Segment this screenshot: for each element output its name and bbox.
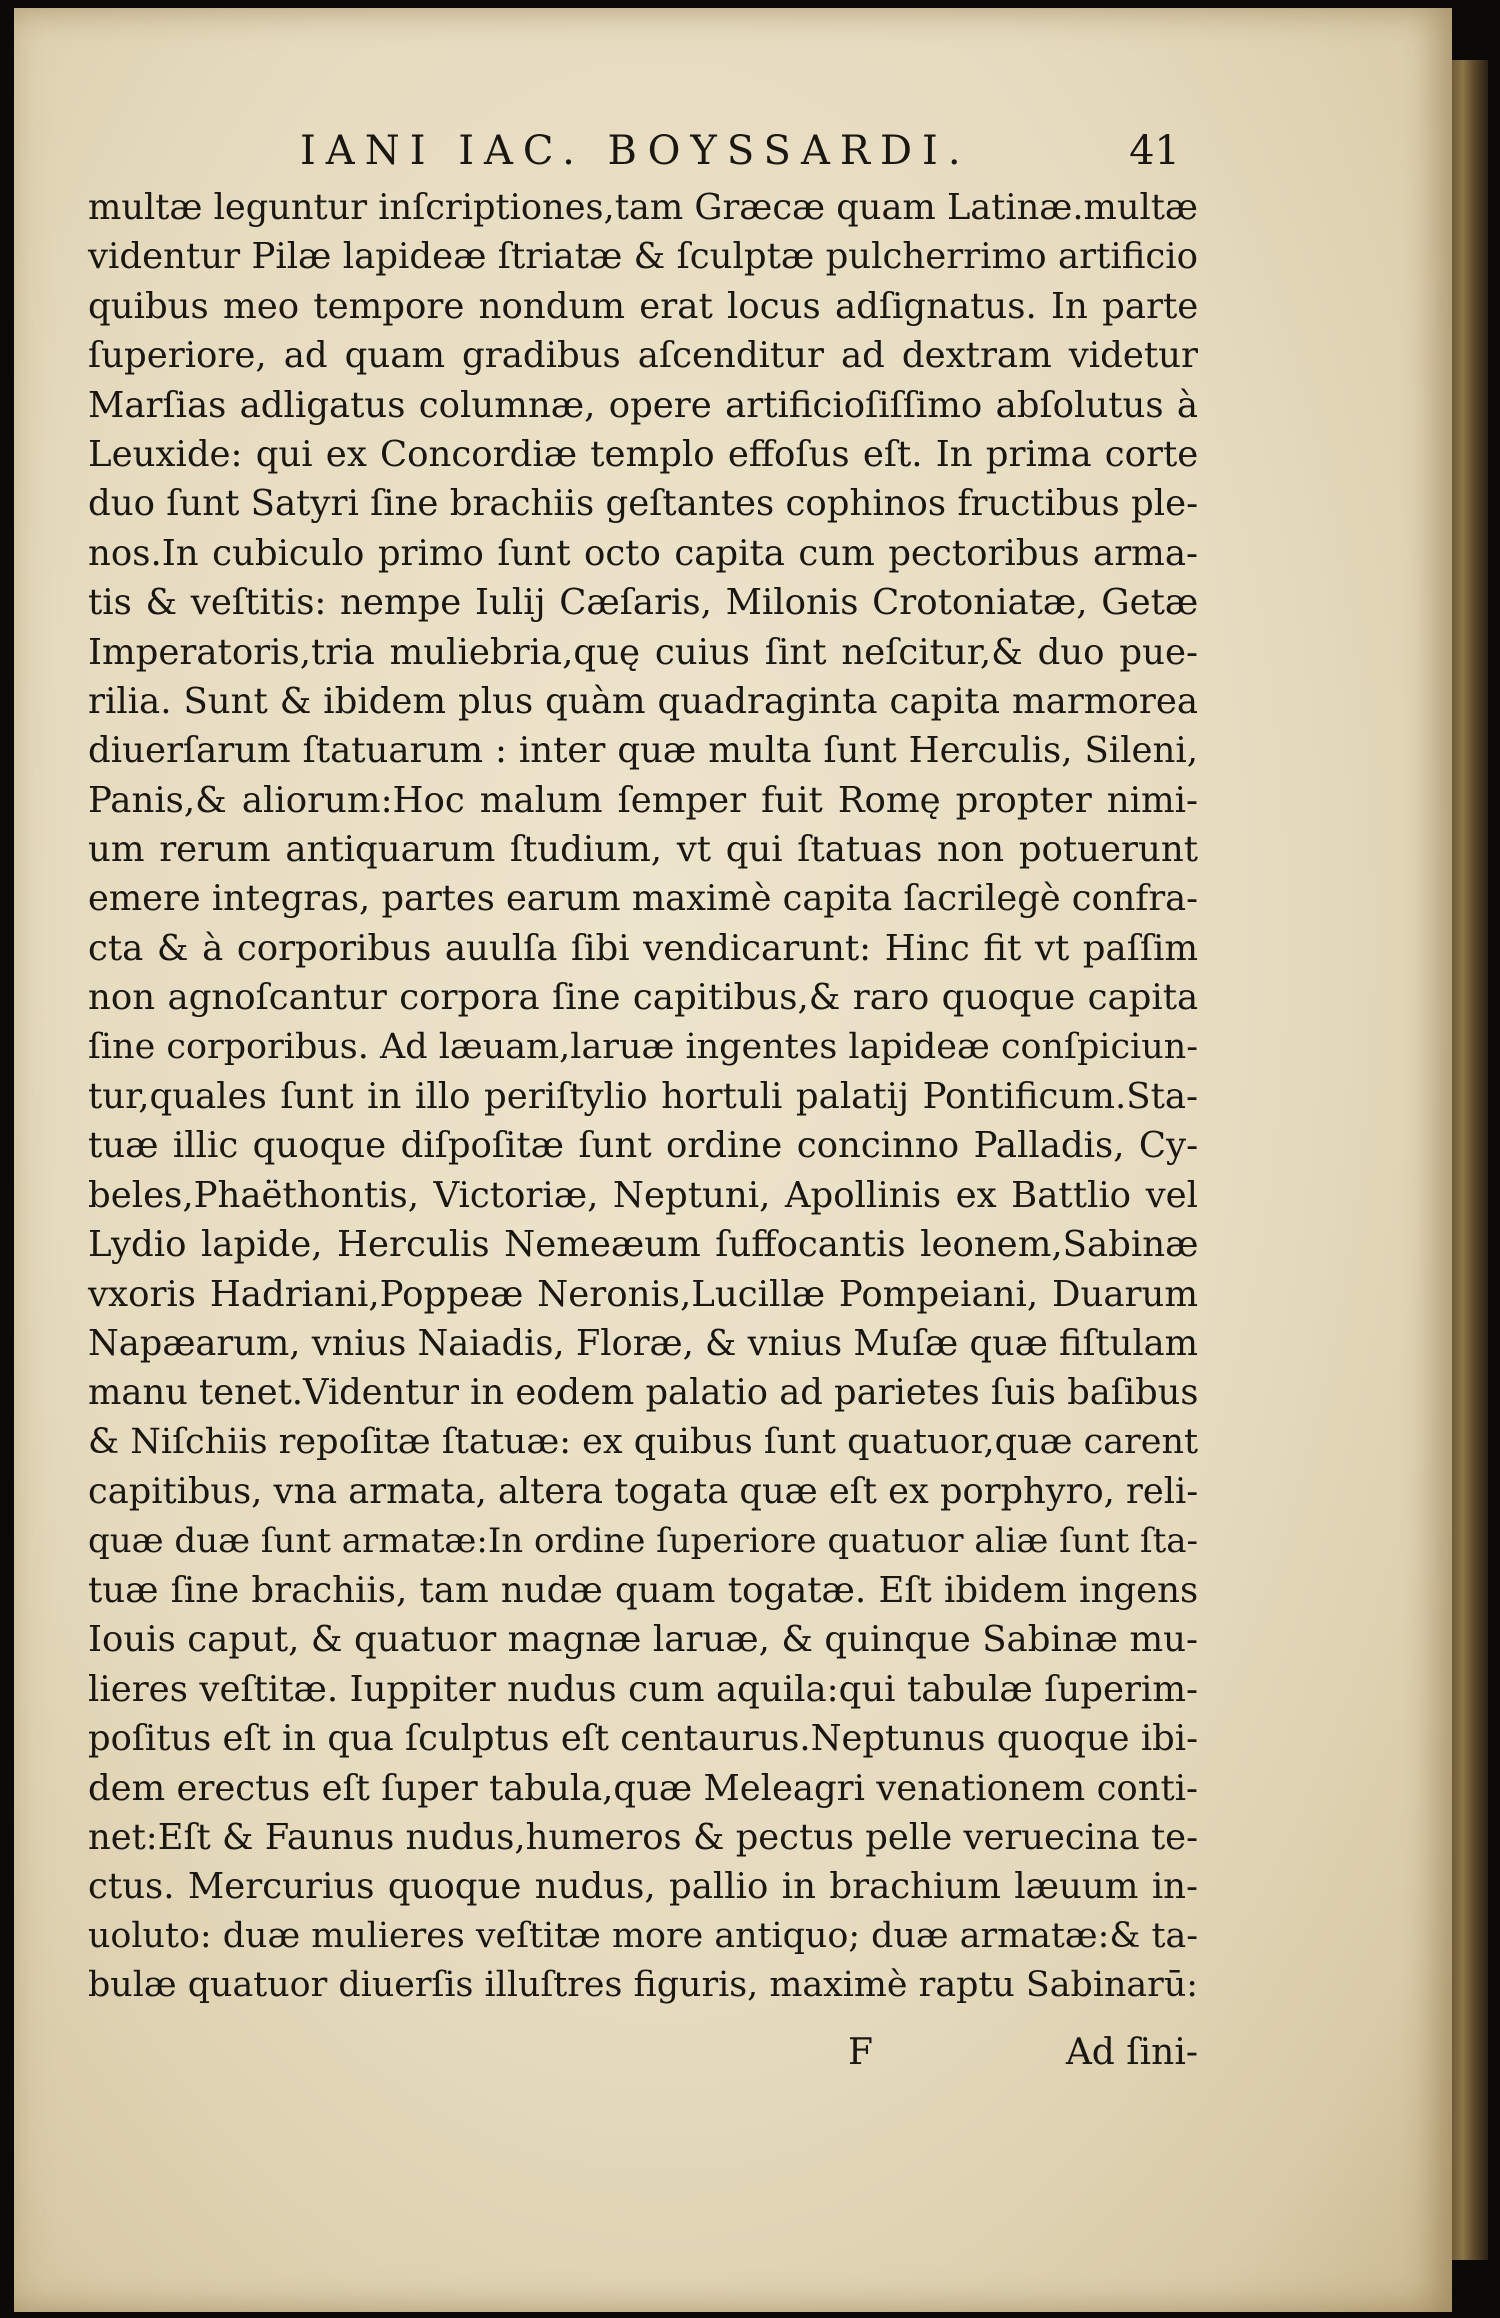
text-line: ſuperiore, ad quam gradibus aſcenditur ad dextram videtur: [88, 335, 1198, 377]
text-line: ctus. Mercurius quoque nudus, pallio in brachium læuum in-: [88, 1866, 1199, 1908]
page-footer: [88, 2032, 1198, 2082]
text-line: vxoris Hadriani,Poppeæ Neronis,Lucillæ Pompeiani, Duarum: [88, 1273, 1198, 1315]
text-line: tuæ ſine brachiis, tam nudæ quam togatæ. Eſt ibidem ingens: [88, 1569, 1199, 1611]
text-line: Napæarum, vnius Naiadis, Floræ, & vnius Muſæ quæ fiſtulam: [88, 1322, 1198, 1364]
text-line: ſine corporibus. Ad læuam,laruæ ingentes lapideæ conſpiciun-: [88, 1026, 1198, 1067]
text-line: Leuxide: qui ex Concordiæ templo effoſus eſt. In prima corte: [88, 433, 1199, 475]
text-line: emere integras, partes earum maximè capita ſacrilegè confra-: [88, 878, 1198, 920]
running-head: IANI IAC. BOYSSARDI.: [300, 128, 971, 174]
text-line: tur,quales ſunt in illo periſtylio hortuli palatij Pontificum.Sta-: [88, 1076, 1198, 1118]
text-line: quibus meo tempore nondum erat locus adſignatus. In parte: [88, 285, 1199, 327]
text-line: videntur Pilæ lapideæ ſtriatæ & ſculptæ pulcherrimo artificio: [88, 236, 1198, 278]
text-line: Marſias adligatus columnæ, opere artificioſiſſimo abſolutus à: [88, 384, 1198, 426]
text-line: beles,Phaëthontis, Victoriæ, Neptuni, Apollinis ex Battlio vel: [88, 1174, 1198, 1216]
catchword: Ad ſini-: [1065, 2032, 1198, 2073]
text-line: tis & veſtitis: nempe Iulij Cæſaris, Milonis Crotoniatæ, Getæ: [88, 582, 1199, 624]
text-line: cta & à corporibus auulſa ſibi vendicarunt: Hinc fit vt paſſim: [88, 927, 1198, 969]
text-line: poſitus eſt in qua ſculptus eſt centaurus.Neptunus quoque ibi-: [88, 1718, 1198, 1760]
text-line: quæ duæ ſunt armatæ:In ordine ſuperiore quatuor aliæ ſunt ſta-: [88, 1520, 1198, 1561]
text-line: Imperatoris,tria muliebria,quę cuius ſint neſcitur,& duo pue-: [88, 631, 1198, 673]
text-line: Iouis caput, & quatuor magnæ laruæ, & quinque Sabinæ mu-: [88, 1619, 1198, 1661]
page-header: [300, 128, 1180, 178]
text-line: Lydio lapide, Herculis Nemeæum ſuffocantis leonem,Sabinæ: [88, 1224, 1199, 1266]
text-line: & Niſchiis repoſitæ ſtatuæ: ex quibus ſunt quatuor,quæ carent: [88, 1421, 1199, 1462]
text-line: multæ leguntur inſcriptiones,tam Græcæ quam Latinæ.multæ: [88, 187, 1198, 228]
text-line: lieres veſtitæ. Iuppiter nudus cum aquila:qui tabulæ ſuperim-: [88, 1668, 1198, 1710]
text-line: uoluto: duæ mulieres veſtitæ more antiquo; duæ armatæ:& ta-: [88, 1915, 1198, 1956]
text-line: dem erectus eſt ſuper tabula,quæ Meleagri venationem conti-: [88, 1767, 1198, 1809]
signature-mark: F: [848, 2032, 873, 2073]
text-line: rilia. Sunt & ibidem plus quàm quadraginta capita marmorea: [88, 680, 1198, 722]
text-line: um rerum antiquarum ſtudium, vt qui ſtatuas non potuerunt: [88, 829, 1199, 871]
text-line: Panis,& aliorum:Hoc malum ſemper fuit Romę propter nimi-: [88, 779, 1198, 821]
text-line: net:Eſt & Faunus nudus,humeros & pectus pelle veruecina te-: [88, 1816, 1198, 1858]
text-line: capitibus, vna armata, altera togata quæ eſt ex porphyro, reli-: [88, 1471, 1199, 1513]
book-edge: [1452, 60, 1488, 2260]
text-line: manu tenet.Videntur in eodem palatio ad parietes ſuis baſibus: [88, 1372, 1199, 1414]
text-line: diuerſarum ſtatuarum : inter quæ multa ſunt Herculis, Sileni,: [88, 730, 1198, 772]
body-text: [88, 183, 1198, 2010]
page-number: 41: [1129, 128, 1180, 174]
text-line: tuæ illic quoque diſpoſitæ ſunt ordine concinno Palladis, Cy-: [88, 1125, 1199, 1167]
text-line: non agnoſcantur corpora ſine capitibus,& raro quoque capita: [88, 977, 1199, 1019]
text-line: bulæ quatuor diuerſis illuſtres figuris, maximè raptu Sabinarū:: [88, 1965, 1198, 2006]
text-line: duo ſunt Satyri ſine brachiis geſtantes cophinos fructibus ple-: [88, 483, 1199, 525]
text-line: nos.In cubiculo primo ſunt octo capita cum pectoribus arma-: [88, 532, 1198, 574]
